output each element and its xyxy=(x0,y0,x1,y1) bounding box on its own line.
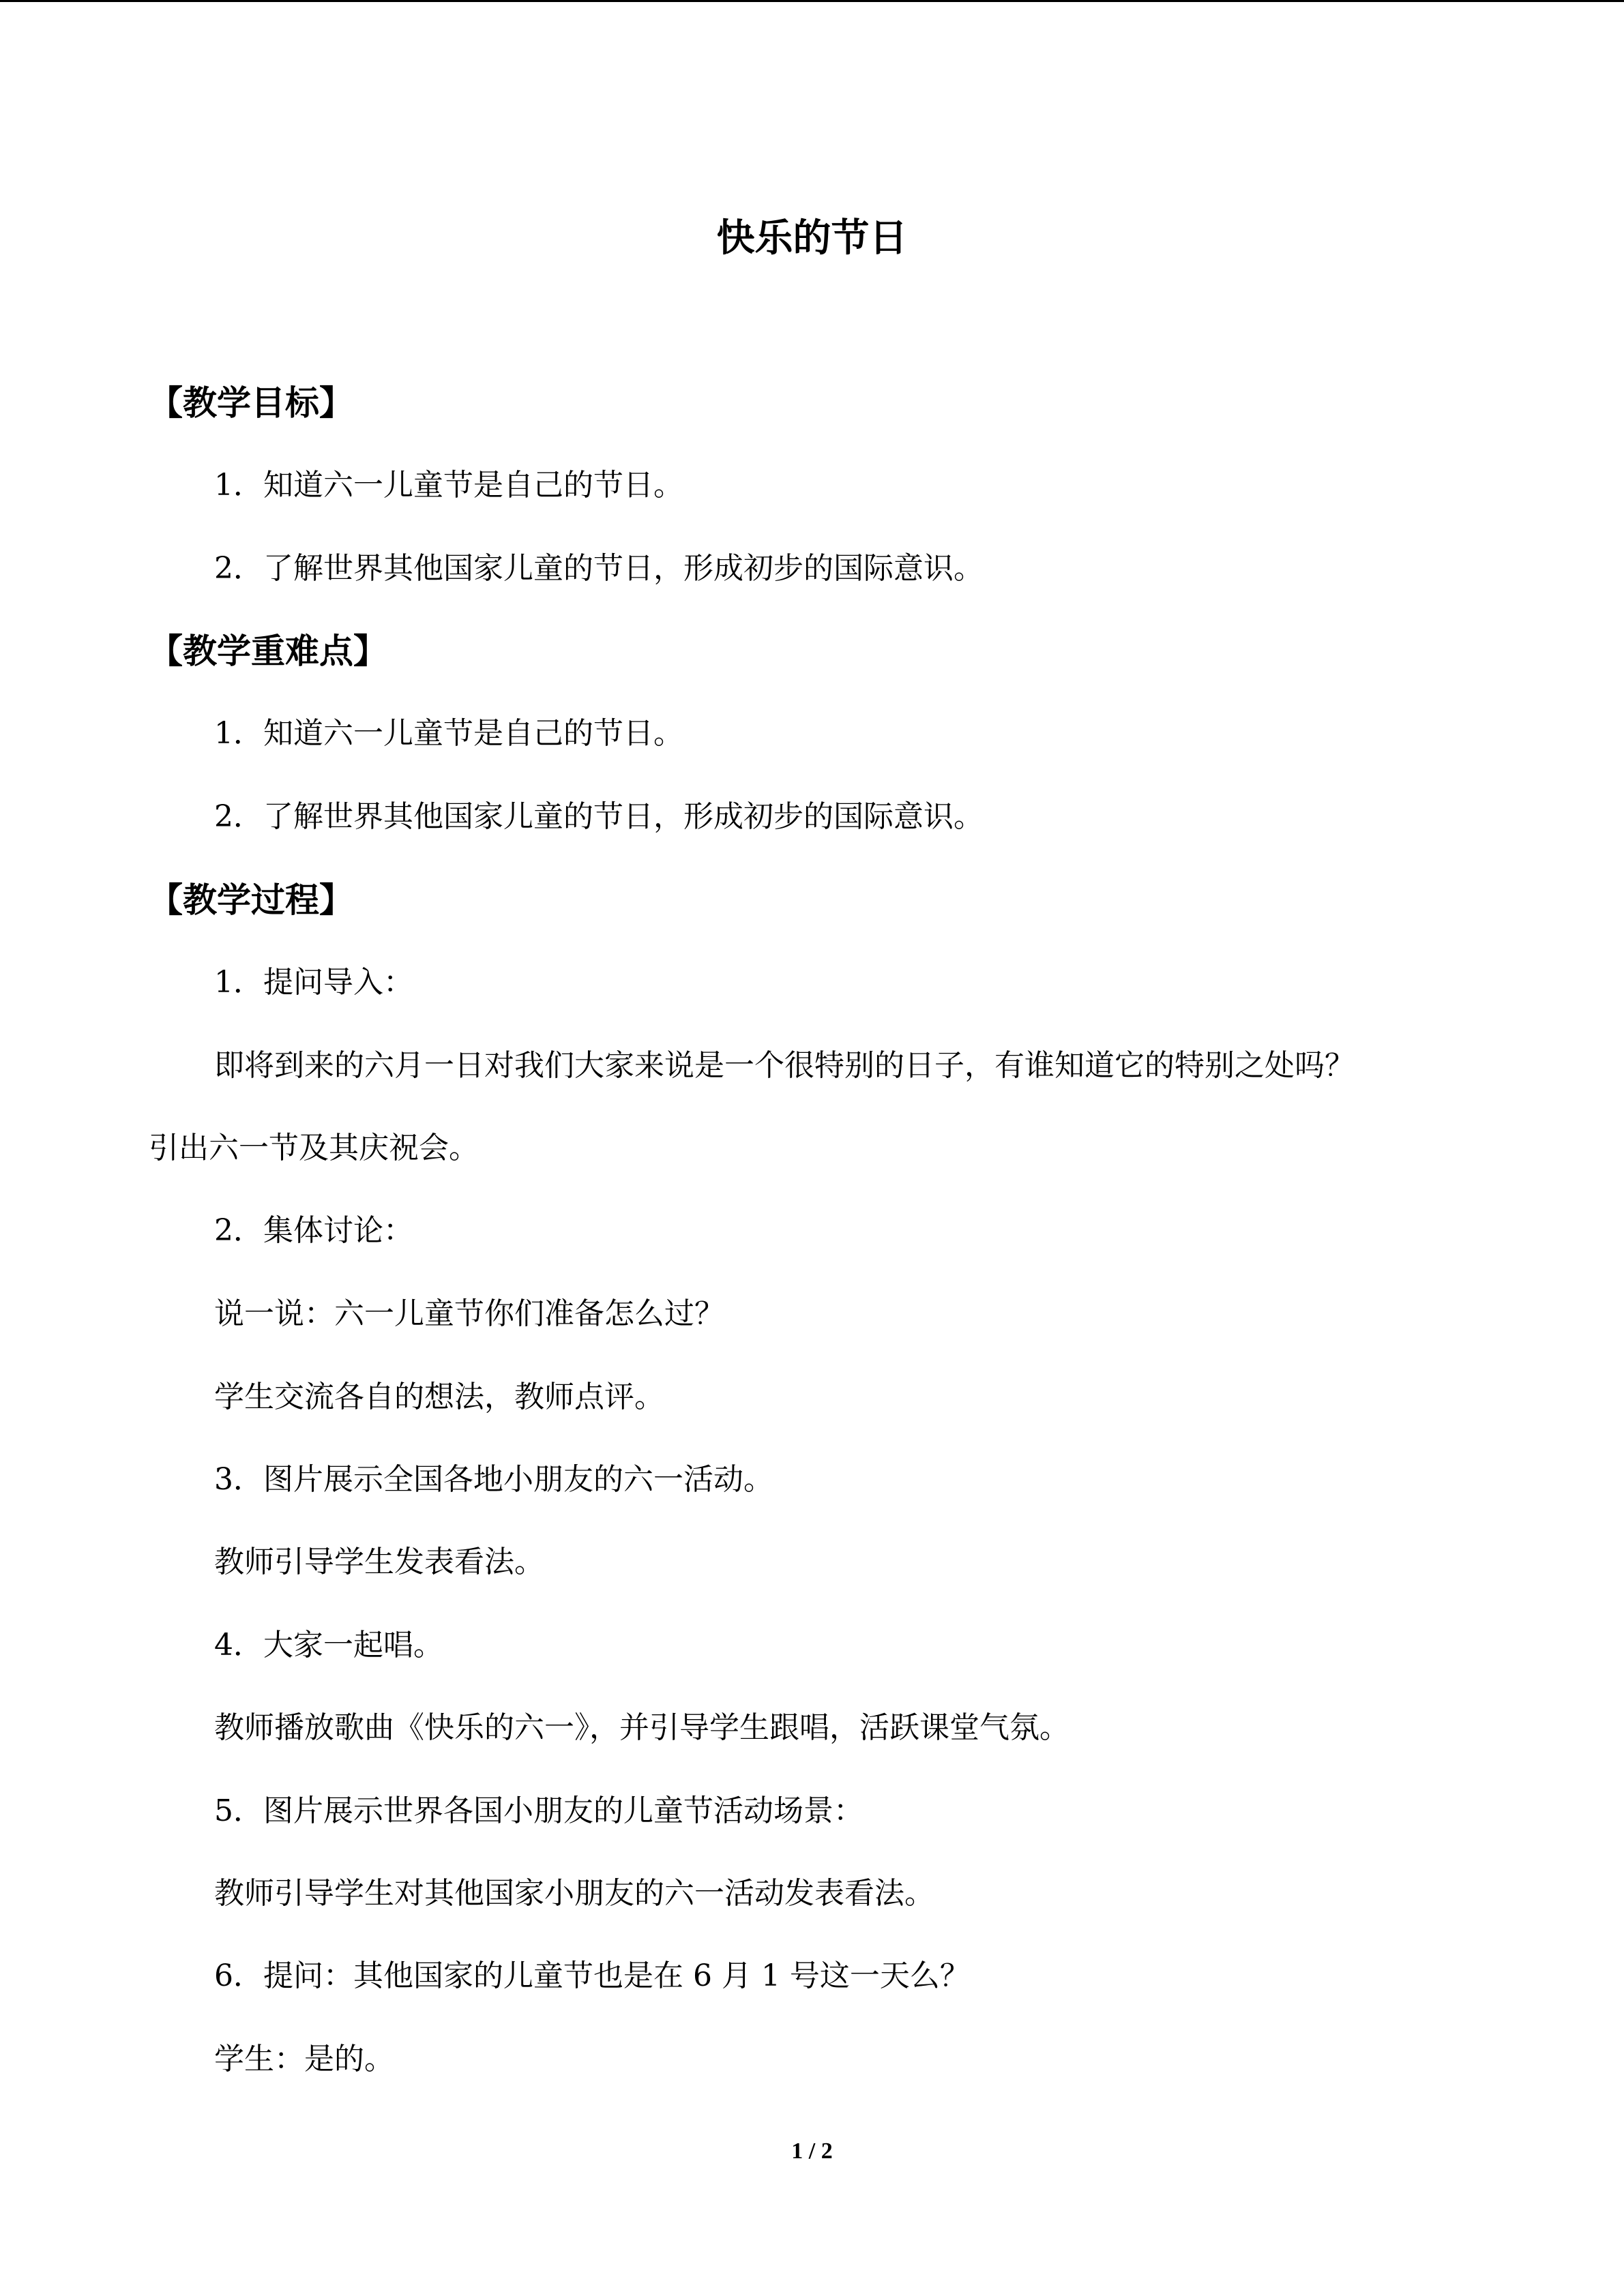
process-line-9: 4．大家一起唱。 xyxy=(214,1628,443,1663)
objective-item-1: 1．知道六一儿童节是自己的节日。 xyxy=(214,468,683,503)
section-heading-key-points: 【教学重难点】 xyxy=(149,631,387,671)
objective-item-2: 2．了解世界其他国家儿童的节日，形成初步的国际意识。 xyxy=(214,551,984,586)
key-point-item-2: 2．了解世界其他国家儿童的节日，形成初步的国际意识。 xyxy=(214,799,984,834)
process-line-10: 教师播放歌曲《快乐的六一》，并引导学生跟唱，活跃课堂气氛。 xyxy=(214,1710,1069,1745)
process-line-14: 学生：是的。 xyxy=(214,2042,394,2076)
process-line-2: 即将到来的六月一日对我们大家来说是一个很特别的日子，有谁知道它的特别之处吗？ xyxy=(214,1048,1355,1083)
process-line-4: 2．集体讨论： xyxy=(214,1213,413,1248)
process-line-7: 3．图片展示全国各地小朋友的六一活动。 xyxy=(214,1462,773,1497)
document-title: 快乐的节日 xyxy=(716,216,908,260)
process-line-8: 教师引导学生发表看法。 xyxy=(214,1545,544,1579)
process-line-6: 学生交流各自的想法，教师点评。 xyxy=(214,1380,664,1414)
section-heading-process: 【教学过程】 xyxy=(149,880,353,920)
process-line-12: 教师引导学生对其他国家小朋友的六一活动发表看法。 xyxy=(214,1876,934,1911)
process-line-5: 说一说：六一儿童节你们准备怎么过？ xyxy=(214,1296,724,1331)
process-line-11: 5．图片展示世界各国小朋友的儿童节活动场景： xyxy=(214,1793,863,1828)
page-number: 1 / 2 xyxy=(791,2138,833,2164)
process-line-1: 1．提问导入： xyxy=(214,965,413,1000)
process-line-3: 引出六一节及其庆祝会。 xyxy=(149,1131,479,1165)
process-line-13: 6．提问：其他国家的儿童节也是在 6 月 1 号这一天么？ xyxy=(214,1958,970,1993)
key-point-item-1: 1．知道六一儿童节是自己的节日。 xyxy=(214,716,683,751)
section-heading-objectives: 【教学目标】 xyxy=(149,383,353,423)
